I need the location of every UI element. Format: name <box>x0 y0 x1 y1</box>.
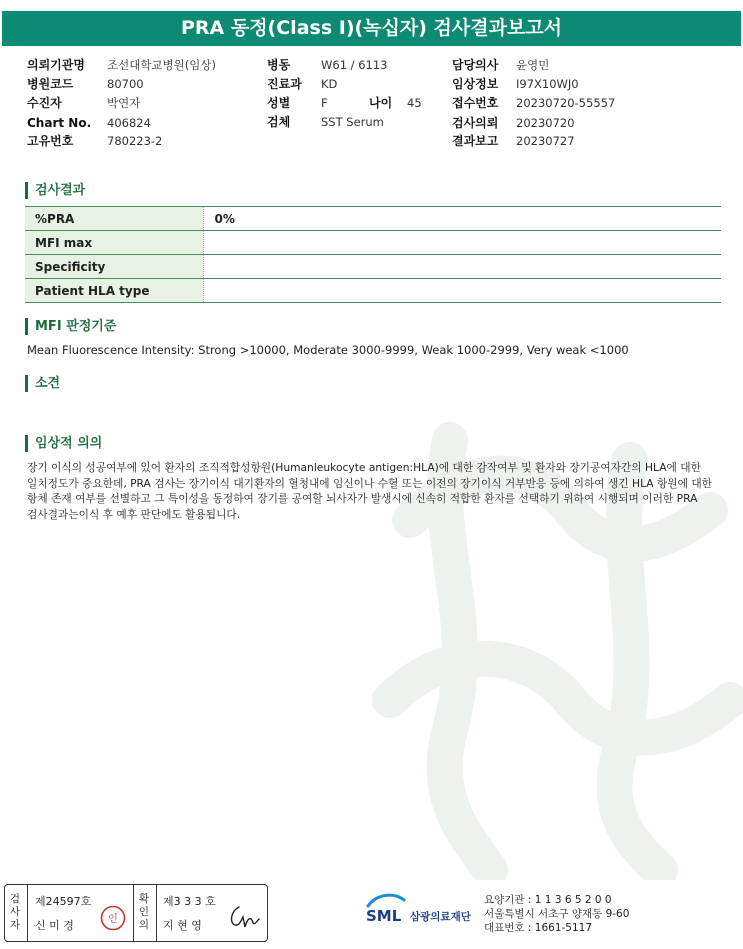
examiner-no: 제24597호 <box>35 895 92 908</box>
section-result: 검사결과 <box>25 182 85 199</box>
divider <box>156 885 157 941</box>
result-key: MFI max <box>25 231 203 255</box>
table-row <box>25 207 721 231</box>
org-address: 서울특별시 서초구 양재동 9-60 <box>484 908 630 920</box>
result-key: %PRA <box>25 207 203 231</box>
chart-value: 406824 <box>107 116 151 130</box>
code-value: 80700 <box>107 77 144 91</box>
result-table <box>25 206 721 303</box>
doctor-value: 윤영민 <box>516 58 550 72</box>
request-value: 20230720 <box>516 116 575 130</box>
divider <box>133 885 134 941</box>
mfi-criteria-text: Mean Fluorescence Intensity: Strong >10000, Moderate 3000-9999, Weak 1000-2999, Very weak <1000 <box>27 343 629 357</box>
ward-label: 병동 <box>267 58 291 72</box>
clinical-line: 항체 존재 여부를 선별하고 그 특이성을 동정하여 장기를 공여할 뇌사자가 발생시에 신속히 적합한 환자를 선택하기 위하여 시행되며 이러한 PRA <box>27 492 698 505</box>
specimen-label: 검체 <box>267 115 291 129</box>
receipt-value: 20230720-55557 <box>516 96 616 110</box>
clinical-label: 임상정보 <box>452 77 499 91</box>
sex-label: 성별 <box>267 96 291 110</box>
section-opinion: 소견 <box>25 375 60 392</box>
org-code: 요양기관 : 1 1 3 6 5 2 0 0 <box>484 894 612 906</box>
hospital-value: 조선대학교병원(임상) <box>107 58 216 72</box>
result-value: 0% <box>203 207 721 231</box>
confirmer-name: 지 현 영 <box>163 919 202 932</box>
table-row <box>25 231 721 255</box>
confirmer-label: 확인의 <box>138 893 150 931</box>
table-row <box>25 279 721 303</box>
clinical-significance-text <box>27 460 717 522</box>
seal-stamp-icon <box>100 905 126 931</box>
sex-value: F <box>321 96 328 110</box>
report-label: 결과보고 <box>452 134 499 148</box>
specimen-value: SST Serum <box>321 115 384 129</box>
report-value: 20230727 <box>516 134 575 148</box>
clinical-line: 검사결과는이식 후 예후 판단에도 활용됩니다. <box>27 507 241 521</box>
ward-value: W61 / 6113 <box>321 58 388 72</box>
org-phone: 대표번호 : 1661-5117 <box>484 922 593 934</box>
result-key: Patient HLA type <box>25 279 203 303</box>
dept-label: 진료과 <box>267 77 302 91</box>
section-mfi: MFI 판정기준 <box>25 318 116 335</box>
code-label: 병원코드 <box>27 77 74 91</box>
signature-icon <box>225 903 261 931</box>
report-title: PRA 동정(Class I)(녹십자) 검사결과보고서 <box>2 11 741 46</box>
receipt-label: 접수번호 <box>452 96 499 110</box>
id-value: 780223-2 <box>107 134 163 148</box>
signature-box <box>4 884 268 942</box>
id-label: 고유번호 <box>27 134 74 148</box>
patient-value: 박연자 <box>107 96 141 110</box>
org-name: 삼광의료재단 <box>410 911 471 923</box>
age-label: 나이 <box>369 96 393 110</box>
result-key: Specificity <box>25 255 203 279</box>
divider <box>27 885 28 941</box>
result-value <box>203 231 721 255</box>
chart-label: Chart No. <box>27 116 92 130</box>
examiner-label: 검사자 <box>9 893 21 931</box>
result-value <box>203 279 721 303</box>
seal-stamp-text: 인 <box>108 914 118 925</box>
sml-logo-text: SML <box>366 907 402 925</box>
clinical-line: 일치정도가 중요한데, PRA 검사는 장기이식 대기환자의 혈청내에 임신이나 수혈 또는 이전의 장기이식 거부반응 등에 의하여 생긴 HLA 항원에 대한 <box>27 476 712 490</box>
section-clinical: 임상적 의의 <box>25 435 102 452</box>
doctor-label: 담당의사 <box>452 58 499 72</box>
clinical-line: 장기 이식의 성공여부에 있어 환자의 조직적합성항원(Humanleukocyte antigen:HLA)에 대한 감작여부 및 환자와 장기공여자간의 HLA에 대한 <box>27 461 701 474</box>
org-info <box>484 893 629 935</box>
table-row <box>25 255 721 279</box>
sml-logo-icon <box>366 892 406 908</box>
confirmer-no: 제3 3 3 호 <box>163 895 216 908</box>
result-value <box>203 255 721 279</box>
dept-value: KD <box>321 77 338 91</box>
clinical-value: I97X10WJ0 <box>516 77 579 91</box>
examiner-name: 신 미 경 <box>35 919 74 932</box>
patient-label: 수진자 <box>27 96 62 110</box>
request-label: 검사의뢰 <box>452 116 499 130</box>
age-value: 45 <box>407 96 422 110</box>
hospital-label: 의뢰기관명 <box>27 58 85 72</box>
